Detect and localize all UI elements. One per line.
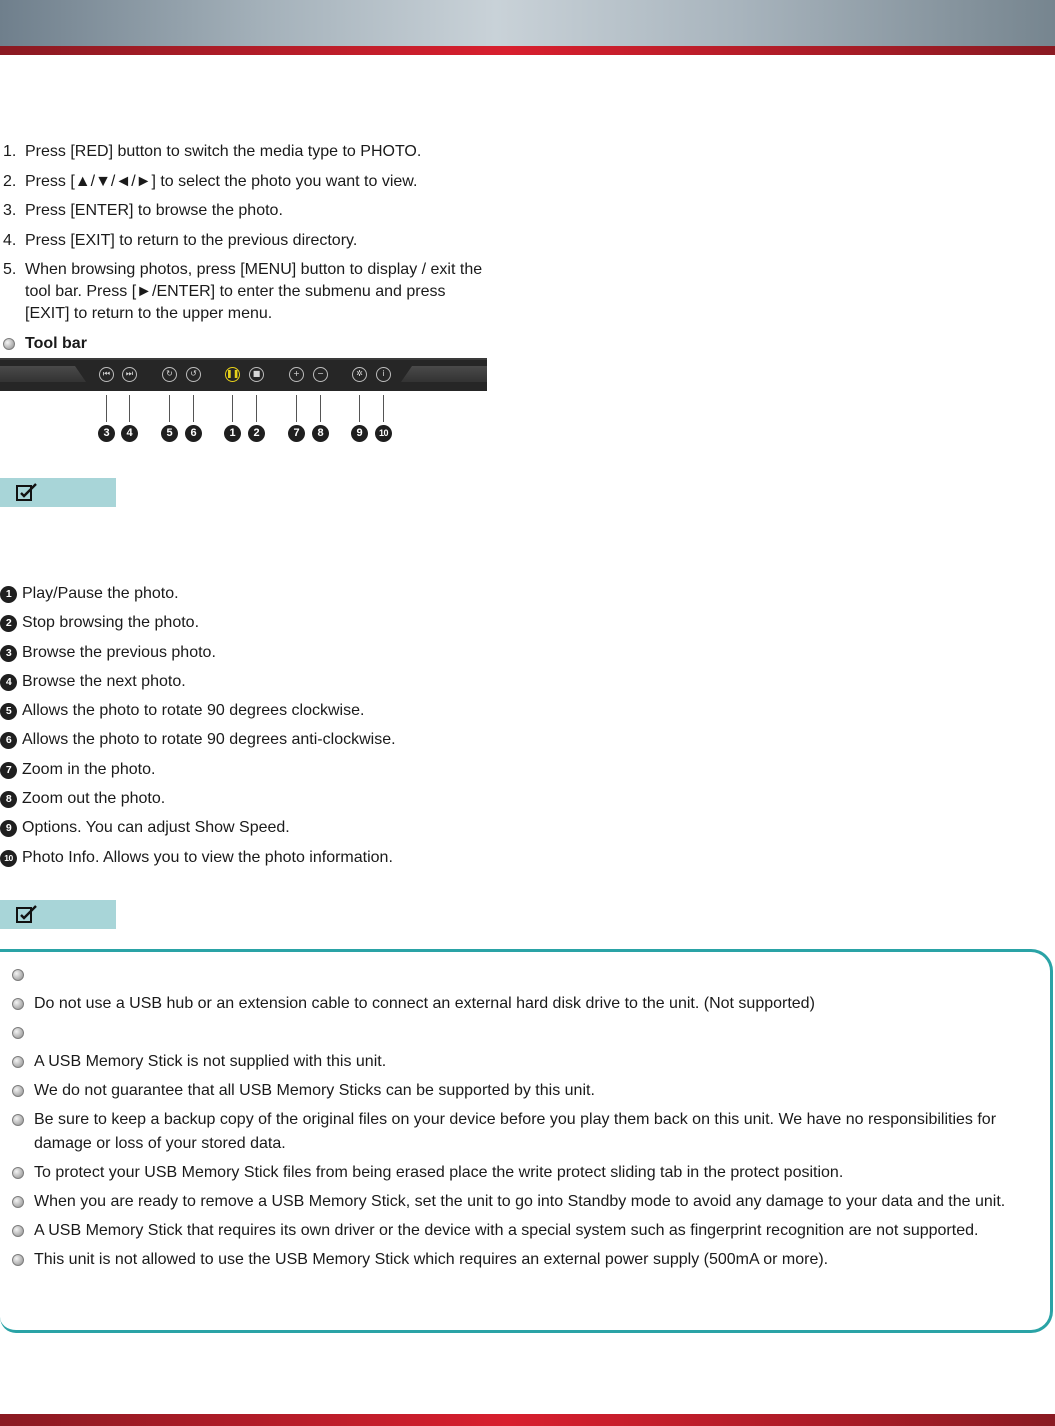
step-number: 1. [3, 143, 17, 160]
feature-number: 1 [0, 586, 17, 603]
note-tag [0, 478, 116, 507]
feature-number: 9 [0, 820, 17, 837]
note-edit-icon [16, 904, 38, 924]
next-icon[interactable]: ⏭ [122, 367, 137, 382]
previous-icon[interactable]: ⏮ [99, 367, 114, 382]
stop-icon[interactable]: ■ [249, 367, 264, 382]
feature-text: Allows the photo to rotate 90 degrees clockwise. [22, 702, 365, 720]
bullet-icon [12, 1196, 24, 1208]
feature-number: 5 [0, 703, 17, 720]
feature-number: 8 [0, 791, 17, 808]
note-item [0, 1108, 1010, 1156]
note-text: Be sure to keep a backup copy of the original files on your device before you play them back on this unit. We have no responsibilities for damage or loss of your stored data. [34, 1111, 997, 1152]
note-text: Do not use a USB hub or an extension cable to connect an external hard disk drive to the unit. (Not supported) [34, 995, 815, 1012]
step-item [3, 141, 493, 163]
play-pause-icon[interactable]: ❚❚ [225, 367, 240, 382]
step-number: 5. [3, 261, 17, 278]
callout-number: 10 [375, 425, 392, 442]
note-item [0, 992, 1010, 1016]
callout-number: 7 [288, 425, 305, 442]
toolbar-heading [3, 333, 87, 355]
callout-number: 9 [351, 425, 368, 442]
feature-text: Stop browsing the photo. [22, 614, 200, 632]
callout-line [383, 395, 384, 422]
bullet-icon [12, 969, 24, 981]
note-tag [0, 900, 116, 929]
toolbar-left-tab [0, 366, 86, 382]
feature-number: 3 [0, 645, 17, 662]
rotate-anticlockwise-icon[interactable]: ↺ [186, 367, 201, 382]
feature-text: Browse the next photo. [22, 672, 186, 690]
feature-number: 7 [0, 762, 17, 779]
info-icon[interactable]: i [376, 367, 391, 382]
note-item [0, 1219, 1010, 1243]
photo-toolbar [0, 358, 487, 391]
note-item [0, 1079, 1010, 1103]
feature-item [0, 789, 396, 818]
callout-line [256, 395, 257, 422]
note-text: A USB Memory Stick that requires its own driver or the device with a special system such as fingerprint recognition are not supported. [34, 1222, 979, 1239]
notes-list [0, 963, 1010, 1277]
feature-text: Zoom in the photo. [22, 760, 156, 778]
rotate-clockwise-icon[interactable]: ↻ [162, 367, 177, 382]
bullet-icon [12, 1225, 24, 1237]
feature-item [0, 848, 396, 877]
bullet-icon [12, 1114, 24, 1126]
feature-item [0, 818, 396, 847]
callout-line [320, 395, 321, 422]
note-edit-icon [16, 482, 38, 502]
feature-number: 10 [0, 850, 17, 867]
callout-line [296, 395, 297, 422]
feature-text: Allows the photo to rotate 90 degrees anti-clockwise. [22, 731, 396, 749]
bullet-icon [3, 338, 15, 350]
bullet-icon [12, 998, 24, 1010]
step-item [3, 171, 493, 193]
feature-number: 4 [0, 674, 17, 691]
header-band [0, 0, 1055, 46]
feature-text: Photo Info. Allows you to view the photo information. [22, 848, 393, 866]
callout-number: 6 [185, 425, 202, 442]
note-text: We do not guarantee that all USB Memory Sticks can be supported by this unit. [34, 1082, 595, 1099]
feature-text: Browse the previous photo. [22, 643, 216, 661]
step-text: Press [▲/▼/◄/►] to select the photo you want to view. [25, 172, 418, 190]
zoom-out-icon[interactable]: − [313, 367, 328, 382]
bullet-icon [12, 1167, 24, 1179]
callout-number: 1 [224, 425, 241, 442]
callout-number: 2 [248, 425, 265, 442]
note-item [0, 1190, 1010, 1214]
feature-text: Options. You can adjust Show Speed. [22, 819, 290, 837]
note-item [0, 1248, 1010, 1272]
feature-item [0, 613, 396, 642]
feature-text: Play/Pause the photo. [22, 585, 179, 602]
options-icon[interactable]: ✲ [352, 367, 367, 382]
callout-line [232, 395, 233, 422]
step-number: 2. [3, 172, 17, 190]
feature-number: 2 [0, 615, 17, 632]
feature-item [0, 643, 396, 672]
step-item [3, 259, 493, 325]
note-item [0, 1161, 1010, 1185]
callout-number: 5 [161, 425, 178, 442]
callout-line [169, 395, 170, 422]
callout-number: 4 [121, 425, 138, 442]
bullet-icon [12, 1027, 24, 1039]
toolbar-right-tab [401, 366, 487, 382]
note-item [0, 963, 1010, 987]
step-number: 3. [3, 202, 17, 219]
toolbar-heading-text: Tool bar [25, 335, 87, 352]
feature-item [0, 584, 396, 613]
zoom-in-icon[interactable]: + [289, 367, 304, 382]
callout-number: 8 [312, 425, 329, 442]
step-text: When browsing photos, press [MENU] button to display / exit the tool bar. Press [►/ENTER] to enter the submenu and press [EXIT] to return to the upper menu. [25, 261, 483, 322]
bullet-icon [12, 1254, 24, 1266]
step-text: Press [EXIT] to return to the previous directory. [25, 231, 358, 249]
header-accent-stripe [0, 46, 1055, 55]
bullet-icon [12, 1056, 24, 1068]
step-item [3, 200, 493, 222]
note-text: A USB Memory Stick is not supplied with this unit. [34, 1053, 387, 1070]
note-text: To protect your USB Memory Stick files from being erased place the write protect sliding tab in the protect position. [34, 1164, 844, 1181]
feature-item [0, 672, 396, 701]
note-item [0, 1050, 1010, 1074]
callout-line [359, 395, 360, 422]
instruction-steps [3, 141, 493, 333]
callout-line [106, 395, 107, 422]
callout-line [129, 395, 130, 422]
step-text: Press [ENTER] to browse the photo. [25, 202, 283, 219]
feature-item [0, 760, 396, 789]
bullet-icon [12, 1085, 24, 1097]
feature-item [0, 730, 396, 759]
feature-number: 6 [0, 732, 17, 749]
feature-text: Zoom out the photo. [22, 790, 166, 808]
feature-item [0, 701, 396, 730]
step-item [3, 230, 493, 252]
note-text: When you are ready to remove a USB Memory Stick, set the unit to go into Standby mode to avoid any damage to your data and the unit. [34, 1193, 1006, 1210]
callout-number: 3 [98, 425, 115, 442]
step-text: Press [RED] button to switch the media type to PHOTO. [25, 143, 422, 160]
note-text: This unit is not allowed to use the USB Memory Stick which requires an external power supply (500mA or more). [34, 1251, 829, 1268]
feature-list [0, 584, 396, 877]
note-item [0, 1021, 1010, 1045]
callout-line [193, 395, 194, 422]
footer-accent-stripe [0, 1414, 1055, 1426]
step-number: 4. [3, 231, 17, 249]
